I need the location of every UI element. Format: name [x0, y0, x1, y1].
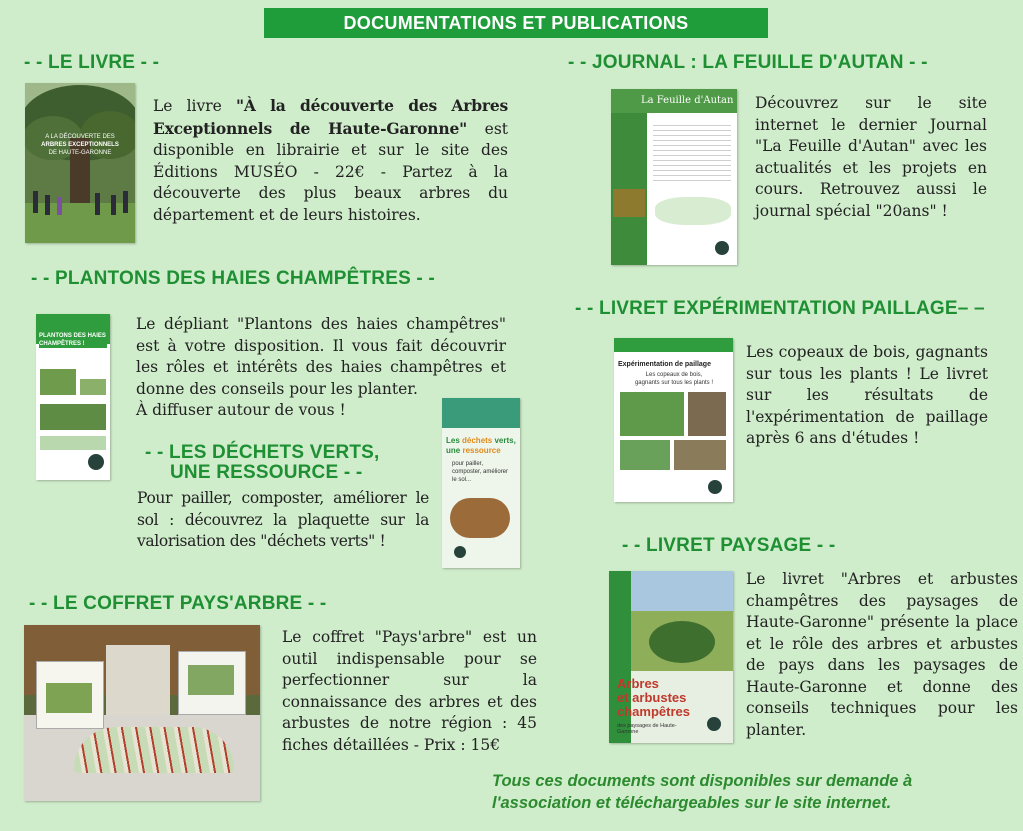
livre-cover-line2: ARBRES EXCEPTIONNELS	[41, 142, 119, 148]
dechets-cover-sub: pour pailler, composter, améliorer le sol...	[452, 461, 509, 483]
paillage-cover-image[interactable]	[614, 338, 733, 502]
haies-text: Le dépliant "Plantons des haies champêtres" est à votre disposition. Il vous fait découvrir les rôles et intérêts des haies champêtres et donne des conseils pour les planter.	[136, 315, 506, 398]
heading-haies: - - PLANTONS DES HAIES CHAMPÊTRES - -	[31, 268, 435, 289]
paillage-cover-title: Expérimentation de paillage	[618, 361, 711, 368]
livre-cover-line3: DE HAUTE-GARONNE	[48, 150, 112, 156]
paysage-cover-t2: et arbustes	[617, 690, 687, 705]
paillage-text: Les copeaux de bois, gagnants sur tous les plants ! Le livret sur les résultats de l'expérimentation de paillage après 6 ans d'études !	[746, 343, 988, 447]
dechets-cover-t3: verts,	[492, 436, 516, 445]
livre-text-prefix: Le livre	[153, 97, 236, 115]
paysage-cover-image[interactable]	[609, 571, 733, 743]
paillage-cover-sub2: gagnants sur tous les plants !	[634, 380, 714, 386]
hedgehog-icon	[450, 498, 510, 538]
coffret-photo[interactable]	[24, 625, 260, 801]
haies-text-2: À diffuser autour de vous !	[136, 401, 346, 419]
dechets-text: Pour pailler, composter, améliorer le sol : découvrez la plaquette sur la valorisation des "déchets verts" !	[137, 489, 429, 550]
dechets-cover-t2: déchets	[462, 436, 493, 445]
heading-coffret: - - LE COFFRET PAYS'ARBRE - -	[29, 593, 327, 614]
paysage-text: Le livret "Arbres et arbustes champêtres des paysages de Haute-Garonne" présente la place et le rôle des arbres et arbustes de pays dans les paysages de Haute-Garonne et donne des conseils techniques pour les planter.	[746, 570, 1018, 739]
heading-journal: - - JOURNAL : LA FEUILLE D'AUTAN - -	[568, 52, 928, 73]
livre-cover-image[interactable]	[25, 83, 135, 243]
dechets-cover-t4: une	[446, 446, 463, 455]
heading-livre: - - LE LIVRE - -	[24, 52, 160, 73]
journal-cover-title: La Feuille d'Autan	[641, 95, 734, 106]
livre-cover-line1: A LA DÉCOUVERTE DES	[45, 134, 115, 140]
livre-text-suffix: est disponible en librairie et sur le site des Éditions MUSÉO - 22€ - Partez à la découverte des plus beaux arbres du département et de leurs histoires.	[153, 119, 508, 224]
paysage-cover-sub: des paysages de Haute-Garonne	[617, 723, 677, 735]
heading-paillage: - - LIVRET EXPÉRIMENTATION PAILLAGE– –	[575, 298, 985, 319]
heading-dechets-2: UNE RESSOURCE - -	[170, 462, 363, 483]
paysage-cover-t1: Arbres	[617, 676, 659, 691]
page-banner: DOCUMENTATIONS ET PUBLICATIONS	[264, 8, 768, 38]
haies-cover-title: PLANTONS DES HAIES CHAMPÊTRES !	[39, 333, 106, 347]
paillage-cover-sub1: Les copeaux de bois,	[645, 372, 703, 378]
dechets-cover-image[interactable]	[442, 398, 520, 568]
paysage-cover-t3: champêtres	[617, 704, 690, 719]
footer-note: Tous ces documents sont disponibles sur demande à l'association et téléchargeables sur le site internet.	[492, 772, 913, 812]
journal-cover-image[interactable]	[611, 89, 737, 265]
heading-paysage: - - LIVRET PAYSAGE - -	[622, 535, 836, 556]
dechets-cover-t5: ressource	[462, 446, 501, 455]
livre-book-title: "À la découverte des Arbres Exceptionnels de Haute-Garonne"	[153, 96, 509, 138]
haies-cover-image[interactable]	[36, 314, 110, 480]
tree-illustration	[25, 83, 135, 243]
dechets-cover-t1: Les	[446, 436, 463, 445]
coffret-text: Le coffret "Pays'arbre" est un outil indispensable pour se perfectionner sur la connaissance des arbres et des arbustes de notre région : 45 fiches détaillées - Prix : 15€	[282, 628, 537, 754]
livre-text	[153, 95, 508, 226]
heading-dechets-1: - - LES DÉCHETS VERTS,	[145, 442, 380, 463]
journal-text: Découvrez sur le site internet le dernier Journal "La Feuille d'Autan" avec les actualités et les projets en cours. Retrouvez aussi le journal spécial "20ans" !	[755, 94, 987, 220]
